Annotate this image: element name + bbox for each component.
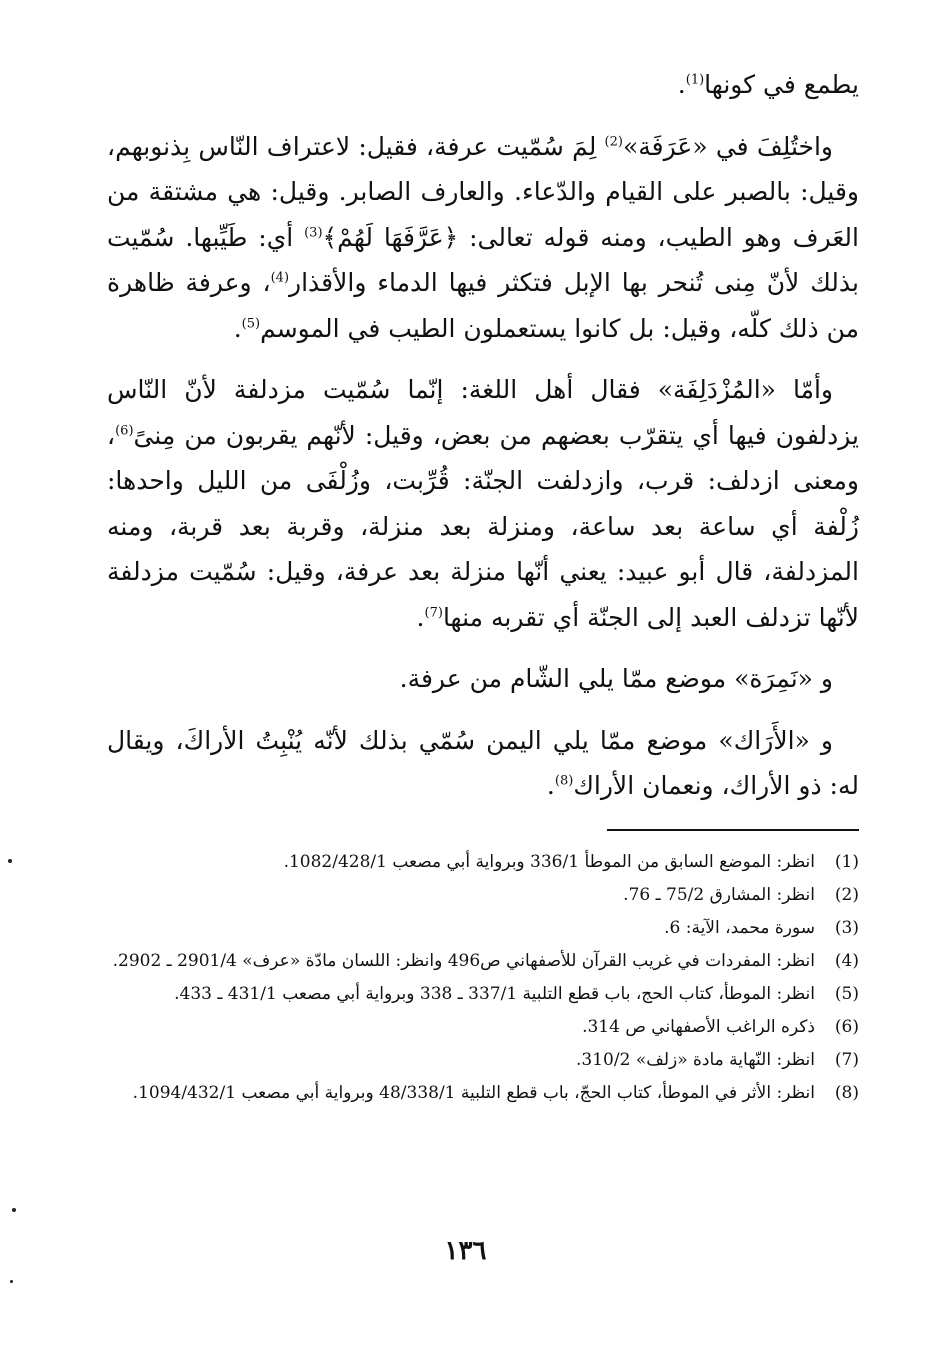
paragraph (107, 718, 859, 809)
footnote-marker[interactable]: (3) (304, 225, 323, 241)
footnote-item (107, 1079, 859, 1108)
footnote-item (107, 1013, 859, 1042)
footnote-item (107, 848, 859, 877)
paragraph-text: وأمّا «المُزْدَلِفَة» فقال أهل اللغة: إنّما سُمّيت مزدلفة لأنّ النّاس يزدلفون فيها أي يتقرّب بعضهم من بعض، وقيل: لأنّهم يقربون من مِنىً (107, 375, 859, 450)
footnote-item (107, 980, 859, 1009)
footnote-number: (1) (834, 852, 859, 872)
footnote-text: ذكره الراغب الأصفهاني ص 314. (582, 1017, 815, 1037)
paragraph-text: و «الأَرَاك» موضع ممّا يلي اليمن سُمّي بذلك لأنّه يُنْبِتُ الأراكَ، ويقال له: ذو الأراك، ونعمان الأراك (107, 725, 859, 800)
footnote-marker[interactable]: (2) (604, 134, 623, 150)
paragraph-text: لِمَ سُمّيت عرفة، فقيل: لاعتراف النّاس بِذنوبهم، وقيل: بالصبر على القيام والدّعاء. والعارف الصابر. وقيل: هي مشتقة من العَرف وهو الطيب، ومنه قوله تعالى: ﴿عَرَّفَهَا لَهُمْ﴾ (107, 131, 859, 252)
paragraph (107, 124, 859, 352)
footnote-text: انظر: الموطأ، كتاب الحج، باب قطع التلبية 337/1 ـ 338 وبرواية أبي مصعب 431/1 ـ 433. (174, 984, 815, 1004)
footnote-text: انظر: الأثر في الموطأ، كتاب الحجّ، باب قطع التلبية 48/338/1 وبرواية أبي مصعب 1094/432/1. (132, 1083, 815, 1103)
footnote-separator (607, 829, 859, 831)
paragraph-text: واختُلِفَ في «عَرَفَة» (622, 131, 834, 161)
main-text (107, 62, 859, 825)
footnote-text: انظر: النّهاية مادة «زلف» 310/2. (576, 1050, 815, 1070)
scan-speck (8, 859, 12, 863)
paragraph-text: . (416, 602, 425, 632)
footnote-marker[interactable]: (8) (554, 773, 574, 789)
footnote-text: انظر: الموضع السابق من الموطأ 336/1 وبرواية أبي مصعب 1082/428/1. (283, 852, 815, 872)
paragraph-text: و «نَمِرَة» موضع ممّا يلي الشّام من عرفة. (399, 664, 833, 693)
footnote-text: انظر: المشارق 75/2 ـ 76. (623, 885, 815, 905)
paragraph-text: يطمع في كونها (704, 70, 859, 99)
footnote-marker[interactable]: (1) (685, 72, 705, 88)
paragraph-text: . (677, 70, 686, 99)
footnote-text: انظر: المفردات في غريب القرآن للأصفهاني ص496 وانظر: اللسان مادّة «عرف» 2901/4 ـ 2902. (112, 951, 815, 971)
footnote-marker[interactable]: (6) (115, 423, 134, 439)
footnote-marker[interactable]: (5) (241, 316, 261, 332)
footnote-item (107, 947, 859, 976)
paragraph (107, 62, 859, 108)
footnote-number: (5) (834, 984, 859, 1004)
paragraph-text: ، وعرفة ظاهرة من ذلك كلّه، وقيل: بل كانوا يستعملون الطيب في الموسم (107, 268, 859, 343)
scan-speck (10, 1280, 13, 1283)
footnote-number: (2) (834, 885, 859, 905)
footnote-number: (4) (834, 951, 859, 971)
footnote-marker[interactable]: (7) (424, 605, 443, 621)
paragraph (107, 367, 859, 640)
scan-speck (12, 1208, 16, 1212)
paragraph (107, 656, 859, 702)
footnote-number: (7) (834, 1050, 859, 1070)
footnote-marker[interactable]: (4) (270, 270, 290, 286)
paragraph-text: . (546, 771, 555, 800)
paragraph-text: . (233, 313, 242, 343)
paragraph-text: أي: طَيِّبها. سُمّيت بذلك لأنّ مِنى تُنحر بها الإبل فتكثر فيها الدماء والأقذار (107, 222, 859, 297)
footnote-item (107, 881, 859, 910)
footnote-number: (8) (834, 1083, 859, 1103)
page-number: ١٣٦ (444, 1236, 487, 1266)
paragraph-text: ، ومعنى ازدلف: قرب، وازدلفت الجنّة: قُرِّبت، وزُلْفَى من الليل واحدها: زُلْفة أي ساعة بعد ساعة، ومنزلة بعد منزلة، وقربة بعد قربة، ومنه المزدلفة، قال أبو عبيد: يعني أنّها منزلة بعد عرفة، وقيل: سُمّيت مزدلفة لأنّها تزدلف العبد إلى الجنّة أي تقربه منها (107, 420, 859, 632)
footnotes-list (107, 848, 859, 1112)
footnote-number: (6) (834, 1017, 859, 1037)
footnote-number: (3) (834, 918, 859, 938)
footnote-item (107, 914, 859, 943)
footnote-text: سورة محمد، الآية: 6. (664, 918, 815, 938)
footnote-item (107, 1046, 859, 1075)
